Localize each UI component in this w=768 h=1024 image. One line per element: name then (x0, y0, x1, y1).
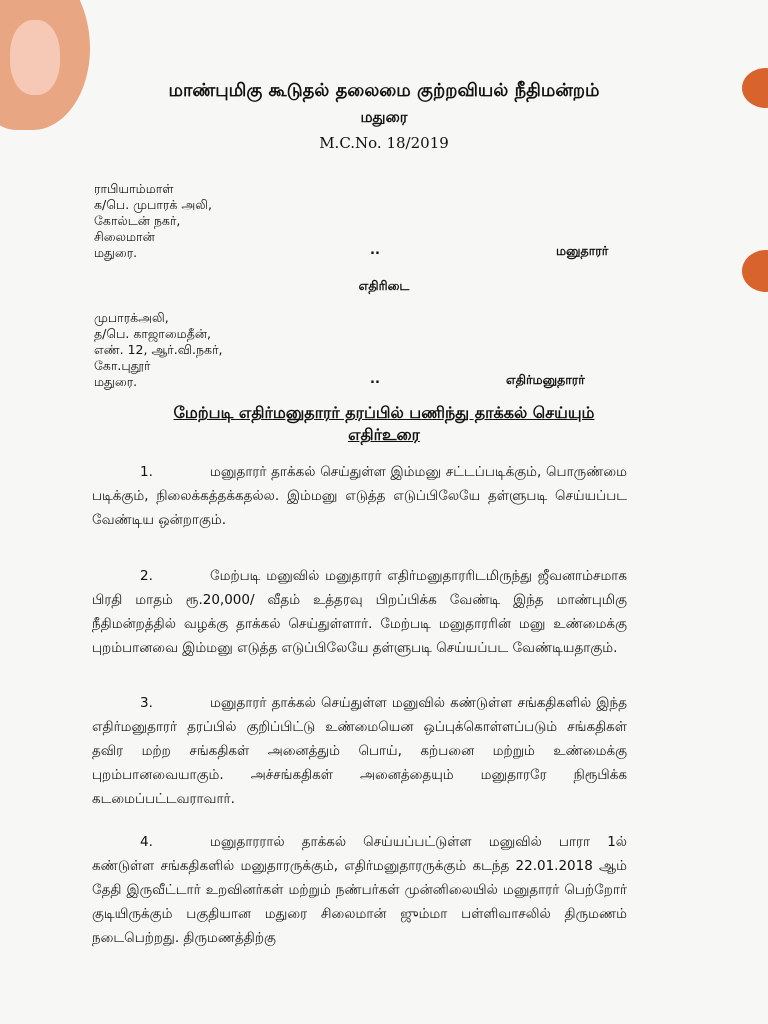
paragraph-number: 1. (140, 464, 153, 480)
paragraph-3 (92, 691, 627, 811)
respondent-address (94, 310, 223, 390)
paragraph-number: 4. (140, 834, 153, 850)
petitioner-address (94, 181, 212, 261)
petitioner-line: க/பெ. முபாரக் அலி, (94, 197, 212, 212)
paragraph-number: 3. (140, 695, 153, 711)
case-number: M.C.No. 18/2019 (319, 134, 449, 152)
petitioner-line: ராபியாம்மாள் (94, 181, 174, 196)
petitioner-role: மனுதாரர் (556, 243, 609, 258)
respondent-line: கோ.புதூர் (94, 358, 151, 373)
paragraph-text: மனுதாரர் தாக்கல் செய்துள்ள இம்மனு சட்டப்படிக்கும், பொருண்மை படிக்கும், நிலைக்கத்தக்கதல்ல. இம்மனு எடுத்த எடுப்பிலேயே தள்ளுபடி செய்யப்பட வேண்டிய ஒன்றாகும். (92, 464, 627, 528)
respondent-separator: .. (370, 372, 380, 387)
petitioner-line: கோல்டன் நகர், (94, 213, 181, 228)
paragraph-text: மனுதாரரால் தாக்கல் செய்யப்பட்டுள்ள மனுவில் பாரா 1ல் கண்டுள்ள சங்கதிகளில் மனுதாரருக்கும், எதிர்மனுதாரருக்கும் கடந்த 22.01.2018 ஆம் தேதி இருவீட்டார் உறவினர்கள் மற்றும் நண்பர்கள் முன்னிலையில் மனுதாரர் பெற்றோர் குடியிருக்கும் பகுதியான மதுரை சிலைமான் ஜும்மா பள்ளிவாசலில் திருமணம் நடைபெற்றது. திருமணத்திற்கு (92, 834, 627, 946)
paragraph-4 (92, 830, 627, 950)
respondent-line: எண். 12, ஆர்.வி.நகர், (94, 342, 223, 357)
court-name: மாண்புமிகு கூடுதல் தலைமை குற்றவியல் நீதிமன்றம் (168, 80, 600, 101)
paragraph-text: மேற்படி மனுவில் மனுதாரர் எதிர்மனுதாரரிடமிருந்து ஜீவனாம்சமாக பிரதி மாதம் ரூ.20,000/ வீதம் உத்தரவு பிறப்பிக்க வேண்டி இந்த மாண்புமிகு நீதிமன்றத்தில் வழக்கு தாக்கல் செய்துள்ளார். மேற்படி மனுதாரரின் மனு உண்மைக்கு புறம்பானவை இம்மனு எடுத்த எடுப்பிலேயே தள்ளுபடி செய்யப்பட வேண்டியதாகும். (92, 568, 627, 656)
respondent-role: எதிர்மனுதாரர் (506, 372, 585, 387)
petitioner-line: மதுரை. (94, 245, 138, 260)
paragraph-number: 2. (140, 568, 153, 584)
respondent-line: த/பெ. காஜாமைதீன், (94, 326, 211, 341)
paragraph-2 (92, 564, 627, 660)
respondent-line: மதுரை. (94, 374, 138, 389)
document-title (0, 402, 768, 446)
document-title-line: எதிர்உரை (348, 425, 420, 444)
paragraph-1 (92, 460, 627, 532)
court-city: மதுரை (360, 108, 408, 126)
petitioner-line: சிலைமான் (94, 229, 155, 244)
respondent-line: முபாரக்அலி, (94, 310, 169, 325)
petitioner-separator: .. (370, 243, 380, 258)
paragraph-text: மனுதாரர் தாக்கல் செய்துள்ள மனுவில் கண்டுள்ள சங்கதிகளில் இந்த எதிர்மனுதாரர் தரப்பில் குறிப்பிட்டு உண்மையென ஒப்புக்கொள்ளப்படும் சங்கதிகள் தவிர மற்ற சங்கதிகள் அனைத்தும் பொய், கற்பனை மற்றும் உண்மைக்கு புறம்பானவையாகும். அச்சங்கதிகள் அனைத்தையும் மனுதாரரே நிரூபிக்க கடமைப்பட்டவராவார். (92, 695, 627, 807)
document-title-line: மேற்படி எதிர்மனுதாரர் தரப்பில் பணிந்து தாக்கல் செய்யும் (173, 403, 595, 422)
versus-label: எதிரிடை (358, 278, 410, 293)
